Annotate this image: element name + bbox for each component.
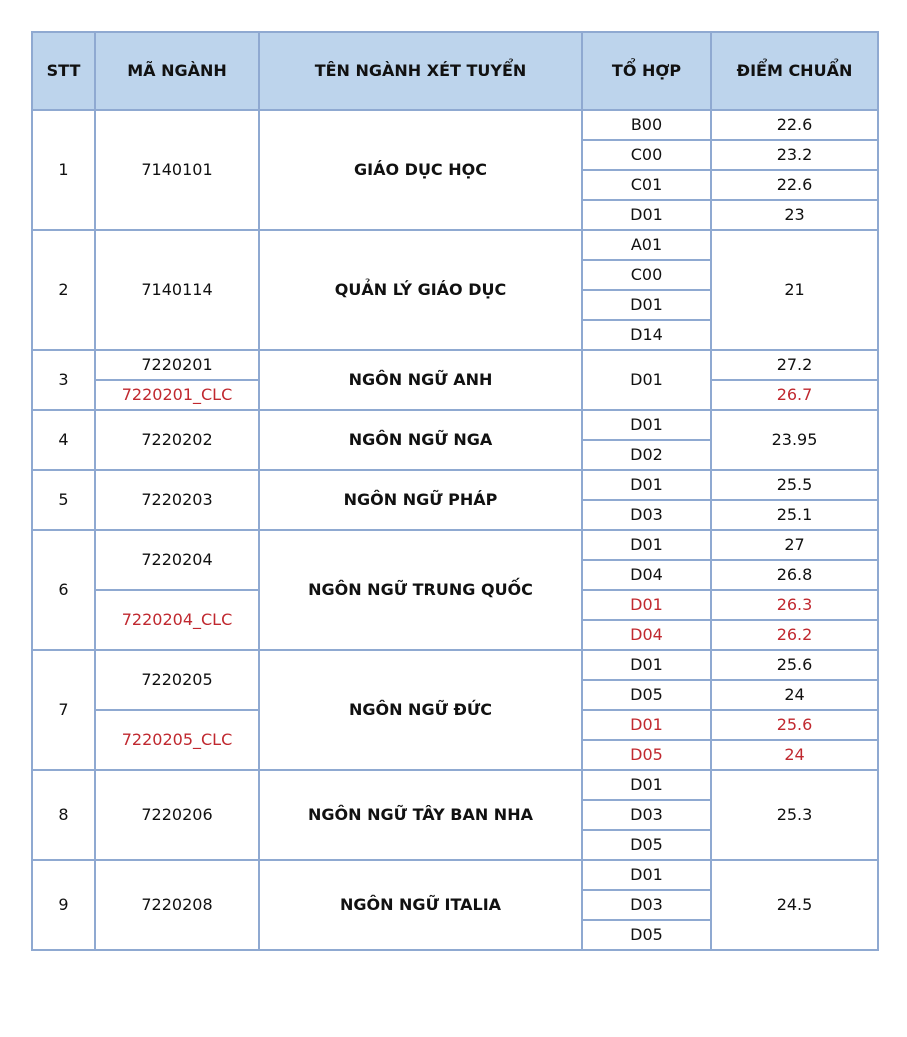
stt-cell: 2 — [32, 230, 95, 350]
to-hop-cell: D01 — [582, 650, 711, 680]
table-row — [32, 110, 878, 140]
table-row — [32, 860, 878, 890]
stt-cell: 7 — [32, 650, 95, 770]
to-hop-cell: D01 — [582, 290, 711, 320]
to-hop-cell: D01 — [582, 410, 711, 440]
to-hop-cell: D01 — [582, 530, 711, 560]
diem-chuan-clc-cell: 26.3 — [711, 590, 878, 620]
header-to-hop: TỔ HỢP — [582, 32, 711, 110]
ma-nganh-cell: 7220201 — [95, 350, 259, 380]
to-hop-cell: B00 — [582, 110, 711, 140]
admission-score-table — [31, 31, 879, 951]
to-hop-cell: D05 — [582, 830, 711, 860]
diem-chuan-cell: 24.5 — [711, 860, 878, 950]
header-ma-nganh: MÃ NGÀNH — [95, 32, 259, 110]
ten-nganh-cell: GIÁO DỤC HỌC — [259, 110, 582, 230]
table-row — [32, 650, 878, 680]
ma-nganh-clc-cell: 7220201_CLC — [95, 380, 259, 410]
to-hop-cell: D01 — [582, 350, 711, 410]
ma-nganh-cell: 7220208 — [95, 860, 259, 950]
to-hop-cell: D03 — [582, 890, 711, 920]
header-ten-nganh: TÊN NGÀNH XÉT TUYỂN — [259, 32, 582, 110]
table-header-row — [32, 32, 878, 110]
to-hop-cell: D05 — [582, 920, 711, 950]
diem-chuan-clc-cell: 26.7 — [711, 380, 878, 410]
to-hop-cell: D03 — [582, 500, 711, 530]
diem-chuan-cell: 26.8 — [711, 560, 878, 590]
stt-cell: 1 — [32, 110, 95, 230]
ma-nganh-cell: 7220203 — [95, 470, 259, 530]
diem-chuan-cell: 23.95 — [711, 410, 878, 470]
ma-nganh-cell: 7220205 — [95, 650, 259, 710]
stt-cell: 4 — [32, 410, 95, 470]
to-hop-cell: A01 — [582, 230, 711, 260]
to-hop-cell: D04 — [582, 560, 711, 590]
diem-chuan-cell: 27.2 — [711, 350, 878, 380]
to-hop-cell: D05 — [582, 680, 711, 710]
diem-chuan-cell: 25.1 — [711, 500, 878, 530]
diem-chuan-cell: 25.5 — [711, 470, 878, 500]
to-hop-clc-cell: D05 — [582, 740, 711, 770]
ten-nganh-cell: NGÔN NGỮ TRUNG QUỐC — [259, 530, 582, 650]
to-hop-cell: D01 — [582, 470, 711, 500]
table-row — [32, 770, 878, 800]
to-hop-clc-cell: D01 — [582, 590, 711, 620]
ten-nganh-cell: QUẢN LÝ GIÁO DỤC — [259, 230, 582, 350]
stt-cell: 3 — [32, 350, 95, 410]
table-row — [32, 530, 878, 560]
ma-nganh-cell: 7220204 — [95, 530, 259, 590]
to-hop-cell: D01 — [582, 860, 711, 890]
diem-chuan-clc-cell: 26.2 — [711, 620, 878, 650]
diem-chuan-cell: 25.3 — [711, 770, 878, 860]
ma-nganh-clc-cell: 7220204_CLC — [95, 590, 259, 650]
header-stt: STT — [32, 32, 95, 110]
diem-chuan-cell: 25.6 — [711, 650, 878, 680]
to-hop-cell: C01 — [582, 170, 711, 200]
stt-cell: 8 — [32, 770, 95, 860]
stt-cell: 9 — [32, 860, 95, 950]
header-diem-chuan: ĐIỂM CHUẨN — [711, 32, 878, 110]
to-hop-cell: D03 — [582, 800, 711, 830]
to-hop-cell: D14 — [582, 320, 711, 350]
admission-score-table-wrapper — [31, 31, 879, 951]
to-hop-cell: D01 — [582, 200, 711, 230]
ma-nganh-cell: 7220202 — [95, 410, 259, 470]
diem-chuan-cell: 21 — [711, 230, 878, 350]
stt-cell: 5 — [32, 470, 95, 530]
ma-nganh-cell: 7220206 — [95, 770, 259, 860]
table-row — [32, 410, 878, 440]
to-hop-cell: C00 — [582, 140, 711, 170]
ten-nganh-cell: NGÔN NGỮ PHÁP — [259, 470, 582, 530]
stt-cell: 6 — [32, 530, 95, 650]
ma-nganh-cell: 7140101 — [95, 110, 259, 230]
to-hop-cell: D01 — [582, 770, 711, 800]
ten-nganh-cell: NGÔN NGỮ TÂY BAN NHA — [259, 770, 582, 860]
to-hop-cell: D02 — [582, 440, 711, 470]
ma-nganh-cell: 7140114 — [95, 230, 259, 350]
diem-chuan-cell: 22.6 — [711, 110, 878, 140]
diem-chuan-cell: 23 — [711, 200, 878, 230]
ma-nganh-clc-cell: 7220205_CLC — [95, 710, 259, 770]
diem-chuan-cell: 24 — [711, 680, 878, 710]
to-hop-cell: C00 — [582, 260, 711, 290]
diem-chuan-clc-cell: 25.6 — [711, 710, 878, 740]
ten-nganh-cell: NGÔN NGỮ ITALIA — [259, 860, 582, 950]
to-hop-clc-cell: D01 — [582, 710, 711, 740]
diem-chuan-cell: 23.2 — [711, 140, 878, 170]
table-row — [32, 230, 878, 260]
diem-chuan-cell: 27 — [711, 530, 878, 560]
table-row — [32, 350, 878, 380]
to-hop-clc-cell: D04 — [582, 620, 711, 650]
ten-nganh-cell: NGÔN NGỮ ĐỨC — [259, 650, 582, 770]
ten-nganh-cell: NGÔN NGỮ ANH — [259, 350, 582, 410]
ten-nganh-cell: NGÔN NGỮ NGA — [259, 410, 582, 470]
table-row — [32, 470, 878, 500]
diem-chuan-cell: 22.6 — [711, 170, 878, 200]
diem-chuan-clc-cell: 24 — [711, 740, 878, 770]
